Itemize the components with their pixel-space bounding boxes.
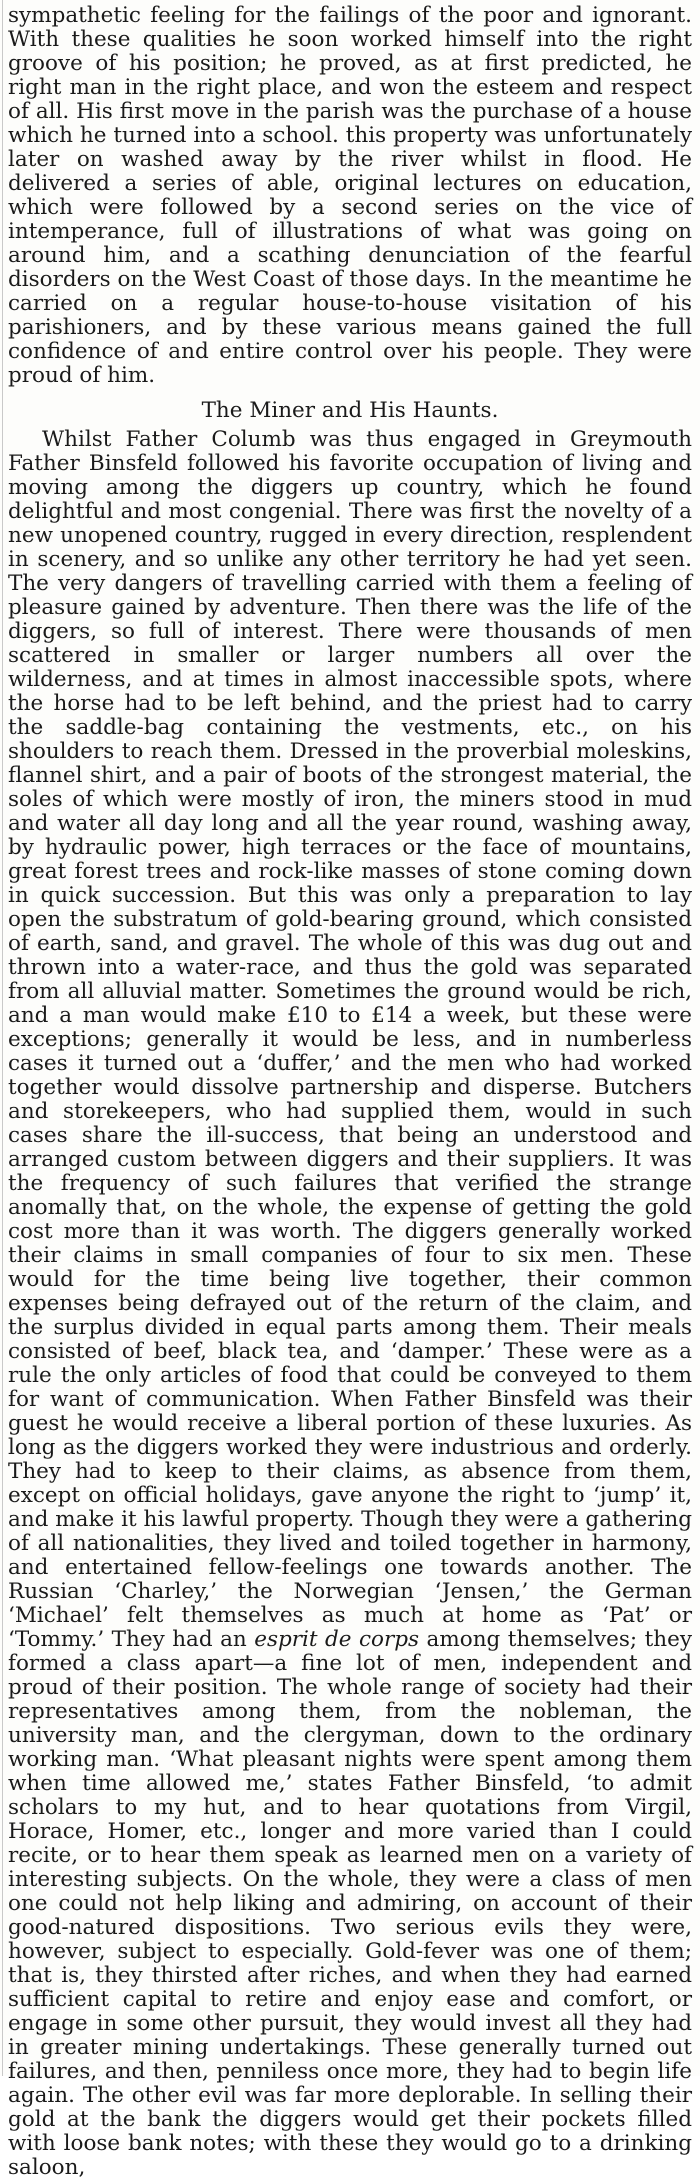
paragraph-2-rest: among themselves; they formed a class apart—a fine lot of men, independent and proud of their position. The whole range of society had their representatives among them, from the nobleman, the university man, and the clergyman, down to the ordinary working man. ‘What pleasant nights were spent among them when time allowed me,’ states Father Binsfeld, ‘to admit scholars to my hut, and to hear quotations from Virgil, Horace, Homer, etc., longer and more varied than I could recite, or to hear them speak as learned men on a variety of interesting subjects. On the whole, they were a class of men one could not help liking and admiring, on account of their good-natured dispositions. Two serious evils they were, however, subject to especially. Gold-fever was one of them; that is, they thirsted after riches, and when they had earned sufficient capital to retire and enjoy ease and comfort, or engage in some other pursuit, they would invest all they had in greater mining undertakings. These generally turned out failures, and then, penniless once more, they had to begin life again. The other evil was far more deplorable. In selling their gold at the bank the diggers would get their pockets filled with loose bank notes; with these they would go to a drinking saloon,	[8, 1627, 692, 2180]
paragraph-2	[8, 428, 692, 2180]
article-column	[8, 4, 692, 2180]
column-rule	[2, 0, 3, 2076]
paragraph-2-italic: esprit de corps	[254, 1627, 420, 1652]
section-heading: The Miner and His Haunts.	[201, 398, 499, 423]
paragraph-2-text: Whilst Father Columb was thus engaged in Greymouth Father Binsfeld followed his favorite occupation of living and moving among the diggers up country, which he found delightful and most congenial. There was first the novelty of a new unopened country, rugged in every direction, resplendent in scenery, and so unlike any other territory he had yet seen. The very dangers of travelling carried with them a feeling of pleasure gained by adventure. Then there was the life of the diggers, so full of interest. There were thousands of men scattered in smaller or larger numbers all over the wilderness, and at times in almost inaccessible spots, where the horse had to be left behind, and the priest had to carry the saddle-bag containing the vestments, etc., on his shoulders to reach them. Dressed in the proverbial moleskins, flannel shirt, and a pair of boots of the strongest material, the soles of which were mostly of iron, the miners stood in mud and water all day long and all the year round, washing away, by hydraulic power, high terraces or the face of mountains, great forest trees and rock-like masses of stone coming down in quick succession. But this was only a preparation to lay open the substratum of gold-bearing ground, which consisted of earth, sand, and gravel. The whole of this was dug out and thrown into a water-race, and thus the gold was separated from all alluvial matter. Sometimes the ground would be rich, and a man would make £10 to £14 a week, but these were exceptions; generally it would be less, and in numberless cases it turned out a ‘duffer,’ and the men who had worked together would dissolve partnership and disperse. Butchers and storekeepers, who had supplied them, would in such cases share the ill-success, that being an understood and arranged custom between diggers and their suppliers. It was the frequency of such failures that verified the strange anomally that, on the whole, the expense of getting the gold cost more than it was worth. The diggers generally worked their claims in small companies of four to six men. These would for the time being live together, their common expenses being defrayed out of the return of the claim, and the surplus divided in equal parts among them. Their meals consisted of beef, black tea, and ‘damper.’ These were as a rule the only articles of food that could be conveyed to them for want of communication. When Father Binsfeld was their guest he would receive a liberal portion of these luxuries. As long as the diggers worked they were industrious and orderly. They had to keep to their claims, as absence from them, except on official holidays, gave anyone the right to ‘jump’ it, and make it his lawful property. Though they were a gathering of all nationalities, they lived and toiled together in harmony, and entertained fellow-feelings one towards another. The Russian ‘Charley,’ the Norwegian ‘Jensen,’ the German ‘Michael’ felt themselves as much at home as ‘Pat’ or ‘Tommy.’ They had an	[8, 427, 692, 1652]
paragraph-1: sympathetic feeling for the failings of the poor and ignorant. With these qualities he soon worked himself into the right groove of his position; he proved, as at first predicted, he right man in the right place, and won the esteem and respect of all. His first move in the parish was the purchase of a house which he turned into a school. this property was unfortunately later on washed away by the river whilst in flood. He delivered a series of able, original lectures on education, which were followed by a second series on the vice of intemperance, full of illustrations of what was going on around him, and a scathing denunciation of the fearful disorders on the West Coast of those days. In the meantime he carried on a regular house-to-house visitation of his parishioners, and by these various means gained the full confidence of and entire control over his people. They were proud of him.	[8, 3, 692, 388]
